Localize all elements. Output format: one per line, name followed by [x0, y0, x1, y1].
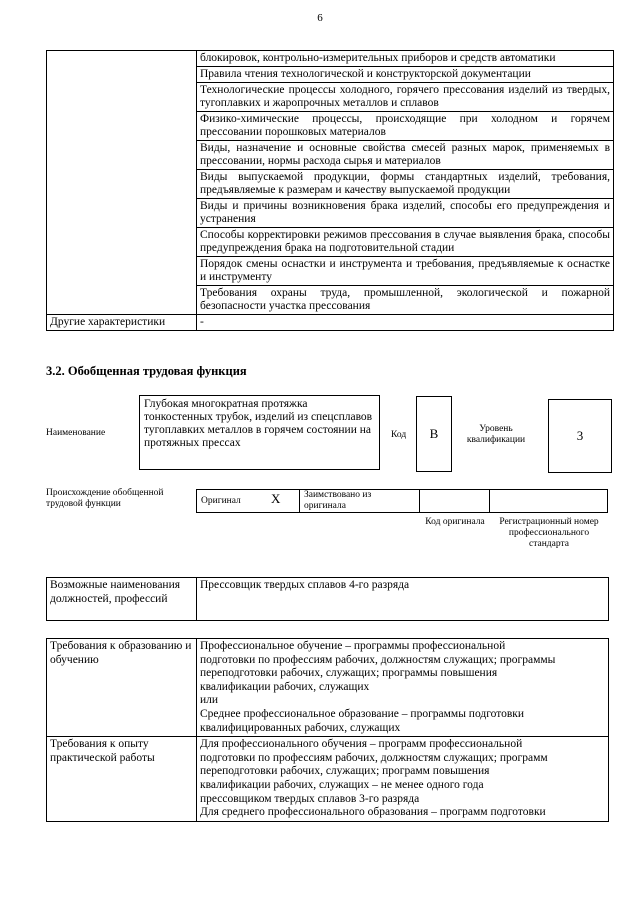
- education-value: [197, 639, 609, 737]
- origin-label: Происхождение обобщенной трудовой функции: [46, 488, 164, 509]
- code-original-cell: [420, 489, 490, 513]
- table-cell: Физико-химические процессы, происходящие при холодном и горячем прессовании порошковых материалов: [197, 112, 614, 141]
- text-line: квалификации рабочих, служащих: [200, 680, 370, 693]
- table-row: [47, 578, 609, 621]
- education-label: Требования к образованию и обучению: [47, 639, 197, 737]
- text-line: Для профессионального обучения – программ профессиональной: [200, 738, 523, 751]
- positions-table: [46, 577, 609, 621]
- text-line: переподготовки рабочих, служащих; программы повышения: [200, 667, 498, 680]
- table-cell: Порядок смены оснастки и инструмента и требования, предъявляемые к оснастке и инструменту: [197, 257, 614, 286]
- other-characteristics-value: -: [197, 315, 614, 331]
- text-line: подготовки по профессиям рабочих, должностям служащих; программ: [200, 751, 548, 764]
- table-row: [47, 737, 609, 822]
- name-label: Наименование: [46, 428, 106, 438]
- experience-label: Требования к опыту практической работы: [47, 737, 197, 822]
- text-line: Профессиональное обучение – программы профессиональной: [200, 640, 506, 652]
- original-label: Оригинал: [201, 495, 241, 506]
- text-line: квалифицированных рабочих, служащих: [200, 721, 401, 734]
- table-cell: Требования охраны труда, промышленной, экологической и пожарной безопасности участка прессования: [197, 286, 614, 315]
- table-cell: Виды выпускаемой продукции, формы стандартных изделий, требования, предъявляемые к размерам и качеству выпускаемой продукции: [197, 170, 614, 199]
- function-name-box: Глубокая многократная протяжка тонкостенных трубок, изделий из спецсплавов тугоплавких металлов в горячем состоянии на протяжных прессах: [139, 395, 380, 470]
- text-line: квалификации рабочих, служащих – не менее одного года: [200, 778, 484, 791]
- knowledge-table: [46, 50, 614, 331]
- table-row: [47, 315, 614, 331]
- table-cell: Виды, назначение и основные свойства смесей разных марок, применяемых в прессовании, нормы расхода сырья и материалов: [197, 141, 614, 170]
- code-original-caption: Код оригинала: [425, 517, 485, 527]
- code-label: Код: [391, 430, 407, 440]
- section-heading: 3.2. Обобщенная трудовая функция: [46, 364, 247, 378]
- reg-number-caption: Регистрационный номер профессионального стандарта: [499, 517, 599, 549]
- positions-value: Прессовщик твердых сплавов 4-го разряда: [197, 578, 609, 621]
- row-label-empty: [47, 51, 197, 315]
- experience-value: [197, 737, 609, 822]
- text-line: Среднее профессиональное образование – программы подготовки: [200, 707, 525, 720]
- text-line: Для среднего профессионального образования – программ подготовки: [200, 806, 546, 819]
- table-row: [47, 51, 614, 67]
- table-cell: Способы корректировки режимов прессования в случае выявления брака, способы предупреждения брака на подготовительной стадии: [197, 228, 614, 257]
- table-row: [47, 639, 609, 737]
- original-cell: [196, 489, 300, 513]
- text-line: или: [200, 694, 219, 707]
- level-value-box: 3: [548, 399, 612, 473]
- table-cell: блокировок, контрольно-измерительных приборов и средств автоматики: [197, 51, 614, 67]
- requirements-table: [46, 638, 609, 822]
- other-characteristics-label: Другие характеристики: [47, 315, 197, 331]
- reg-number-cell: [490, 489, 608, 513]
- code-value-box: B: [416, 396, 452, 472]
- page-number: 6: [317, 12, 323, 24]
- text-line: подготовки по профессиям рабочих, должностям служащих; программы: [200, 653, 556, 666]
- origin-row: [196, 489, 608, 513]
- positions-label: Возможные наименования должностей, профессий: [47, 578, 197, 621]
- table-cell: Технологические процессы холодного, горячего прессования изделий из твердых, тугоплавких и жаропрочных металлов и сплавов: [197, 83, 614, 112]
- table-cell: Виды и причины возникновения брака изделий, способы его предупреждения и устранения: [197, 199, 614, 228]
- borrowed-label: Заимствовано из оригинала: [300, 489, 420, 513]
- text-line: прессовщиком твердых сплавов 3-го разряда: [200, 792, 420, 805]
- level-label: Уровень квалификации: [466, 424, 526, 445]
- original-mark: X: [271, 491, 281, 506]
- text-line: переподготовки рабочих, служащих; программ повышения: [200, 765, 490, 778]
- table-cell: Правила чтения технологической и конструкторской документации: [197, 67, 614, 83]
